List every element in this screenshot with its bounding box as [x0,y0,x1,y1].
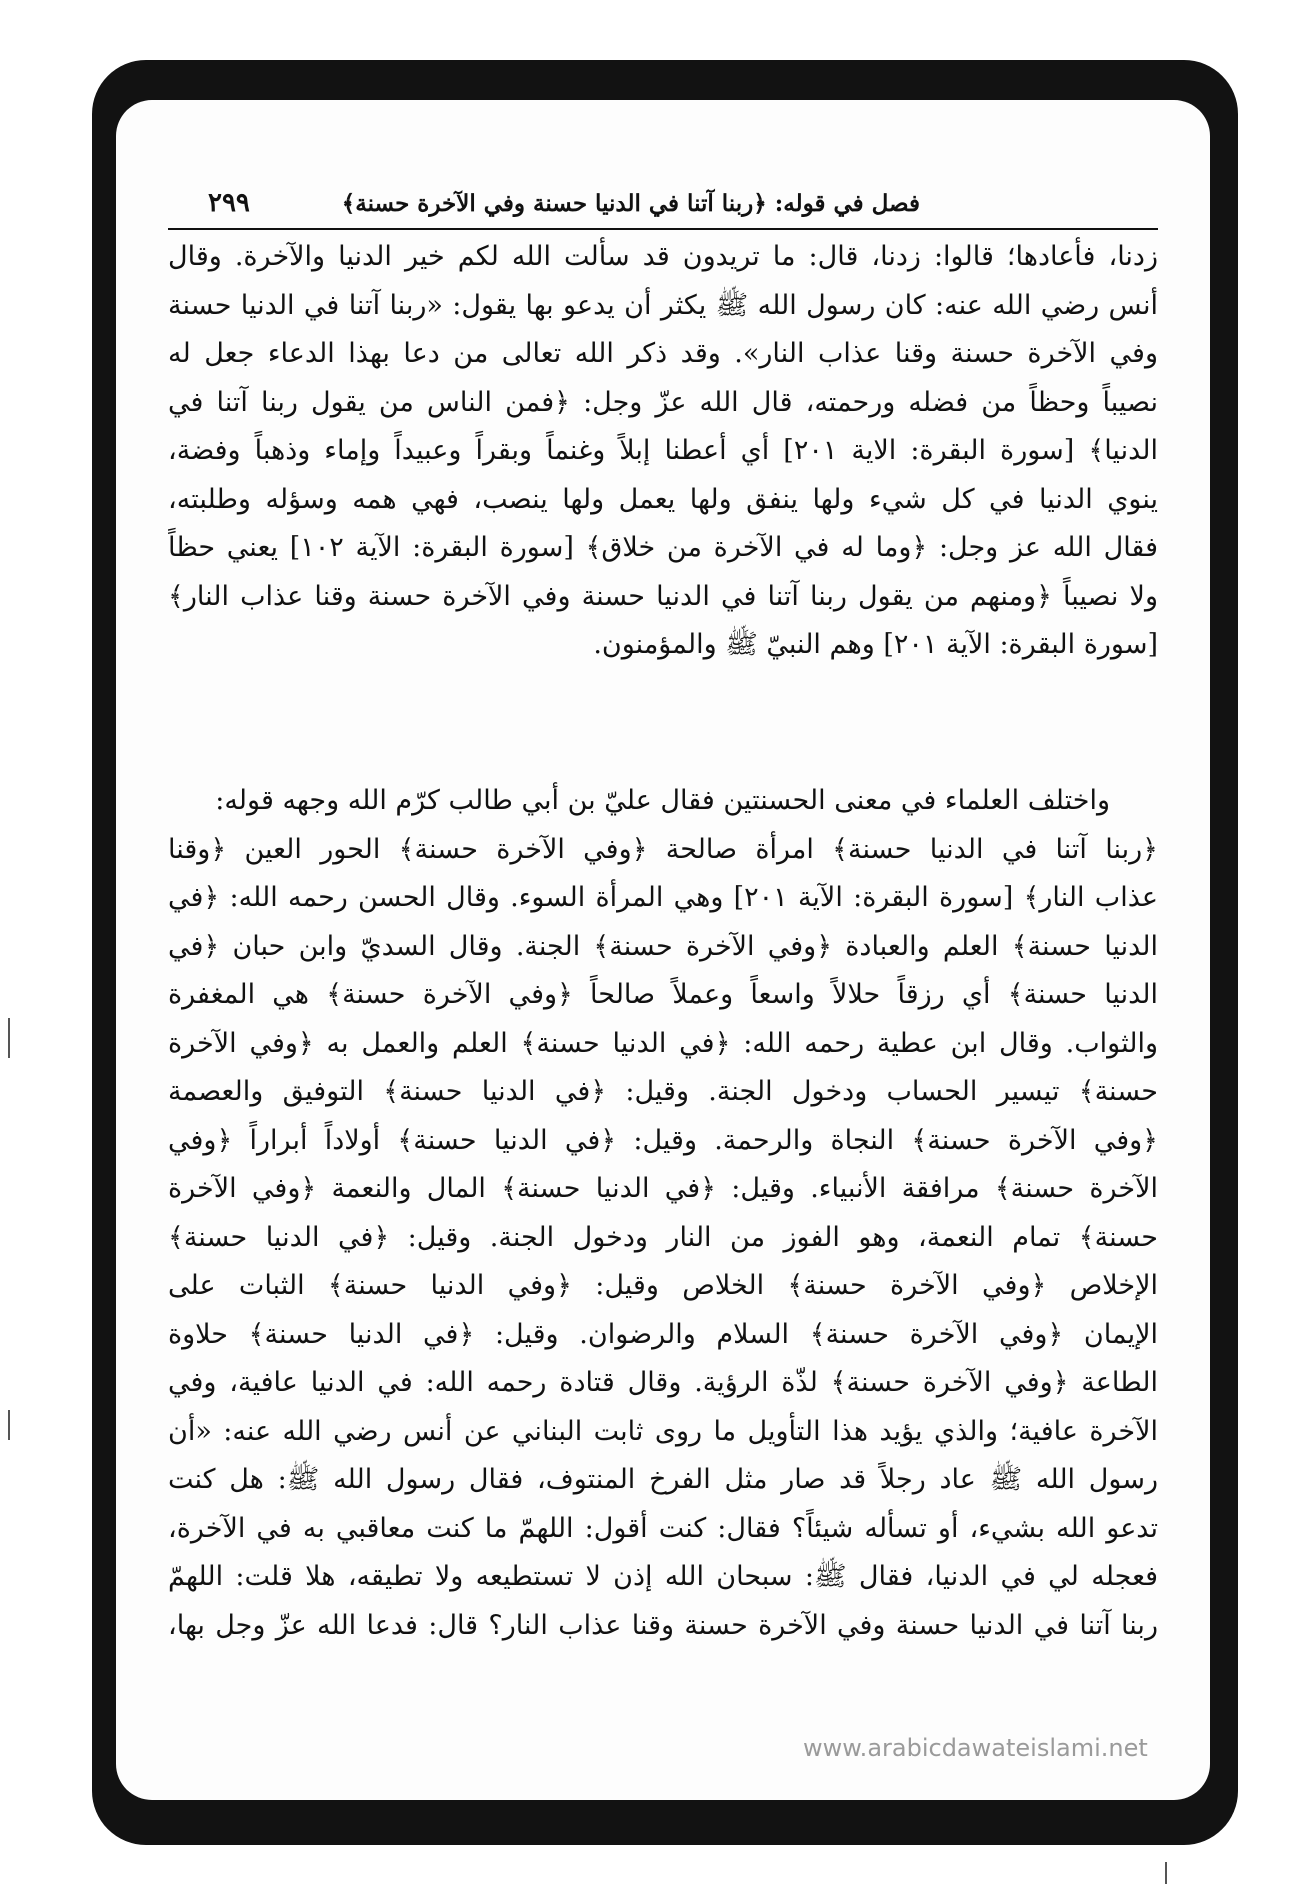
text-line: الدنيا حسنة﴾ أي رزقاً حلالاً واسعاً وعملاً صالحاً ﴿وفي الآخرة حسنة﴾ هي المغفرة [168,979,1158,1010]
text-line: رسول الله ﷺ عاد رجلاً قد صار مثل الفرخ المنتوف، فقال رسول الله ﷺ: هل كنت [168,1464,1158,1495]
text-line: ﴿ربنا آتنا في الدنيا حسنة﴾ امرأة صالحة ﴿وفي الآخرة حسنة﴾ الحور العين ﴿وقنا [168,833,1158,865]
text-line: ينوي الدنيا في كل شيء ولها ينفق ولها يعمل ولها ينصب، فهي همه وسؤله وطلبته، [168,483,1158,515]
paragraph-2 [168,777,1158,1650]
text-line: ﴿وفي الآخرة حسنة﴾ النجاة والرحمة. وقيل: ﴿في الدنيا حسنة﴾ أولاداً أبراراً ﴿وفي [168,1124,1158,1156]
text-line: وفي الآخرة حسنة وقنا عذاب النار». وقد ذكر الله تعالى من دعا بهذا الدعاء جعل له [168,338,1158,369]
text-line: [سورة البقرة: الآية ٢٠١] وهم النبيّ ﷺ والمؤمنون. [593,629,1158,660]
text-line: الدنيا﴾ [سورة البقرة: الاية ٢٠١] أي أعطنا إبلاً وغنماً وبقراً وعبيداً وإماء وذهباً وفضة، [168,435,1158,466]
text-line: الطاعة ﴿وفي الآخرة حسنة﴾ لذّة الرؤية. وقال قتادة رحمه الله: في الدنيا عافية، وفي [168,1367,1158,1398]
text-line: والثواب. وقال ابن عطية رحمه الله: ﴿في الدنيا حسنة﴾ العلم والعمل به ﴿وفي الآخرة [168,1027,1158,1059]
text-line: نصيباً وحظاً من فضله ورحمته، قال الله عزّ وجل: ﴿فمن الناس من يقول ربنا آتنا في [168,386,1158,418]
text-line: الآخرة حسنة﴾ مرافقة الأنبياء. وقيل: ﴿في الدنيا حسنة﴾ المال والنعمة ﴿وفي الآخرة [168,1173,1158,1204]
text-line: واختلف العلماء في معنى الحسنتين فقال عليّ بن أبي طالب كرّم الله وجهه قوله: [215,785,1110,816]
running-title: فصل في قوله: ﴿ربنا آتنا في الدنيا حسنة وفي الآخرة حسنة﴾ [341,190,920,217]
scan-artifact-mark [8,1018,10,1058]
text-line: ولا نصيباً ﴿ومنهم من يقول ربنا آتنا في الدنيا حسنة وفي الآخرة حسنة وقنا عذاب النار﴾ [168,580,1158,612]
page-header [168,186,1158,230]
text-line: أنس رضي الله عنه: كان رسول الله ﷺ يكثر أن يدعو بها يقول: «ربنا آتنا في الدنيا حسنة [168,289,1158,321]
website-watermark: www.arabicdawateislami.net [803,1734,1148,1762]
text-line: الإخلاص ﴿وفي الآخرة حسنة﴾ الخلاص وقيل: ﴿وفي الدنيا حسنة﴾ الثبات على [168,1270,1158,1301]
text-line: حسنة﴾ تيسير الحساب ودخول الجنة. وقيل: ﴿في الدنيا حسنة﴾ التوفيق والعصمة [168,1076,1158,1107]
page-number: ٢٩٩ [208,188,250,218]
text-line: الآخرة عافية؛ والذي يؤيد هذا التأويل ما روى ثابت البناني عن أنس رضي الله عنه: «أن [168,1415,1158,1447]
scan-artifact-mark [1165,1862,1167,1884]
text-line: زدنا، فأعادها؛ قالوا: زدنا، قال: ما تريدون قد سألت الله لكم خير الدنيا والآخرة. وقال [168,241,1158,272]
scan-artifact-mark [8,1410,10,1440]
text-line: ربنا آتنا في الدنيا حسنة وفي الآخرة حسنة وقنا عذاب النار؟ قال: فدعا الله عزّ وجل بها، [168,1609,1158,1641]
text-line: تدعو الله بشيء، أو تسأله شيئاً؟ فقال: كنت أقول: اللهمّ ما كنت معاقبي به في الآخرة، [168,1512,1158,1544]
text-line: الإيمان ﴿وفي الآخرة حسنة﴾ السلام والرضوان. وقيل: ﴿في الدنيا حسنة﴾ حلاوة [168,1318,1158,1350]
text-line: عذاب النار﴾ [سورة البقرة: الآية ٢٠١] وهي المرأة السوء. وقال الحسن رحمه الله: ﴿في [168,882,1158,913]
text-line: فقال الله عز وجل: ﴿وما له في الآخرة من خلاق﴾ [سورة البقرة: الآية ١٠٢] يعني حظاً [168,532,1158,563]
text-line: حسنة﴾ تمام النعمة، وهو الفوز من النار ودخول الجنة. وقيل: ﴿في الدنيا حسنة﴾ [168,1221,1158,1253]
text-line: الدنيا حسنة﴾ العلم والعبادة ﴿وفي الآخرة حسنة﴾ الجنة. وقال السديّ وابن حبان ﴿في [168,930,1158,962]
text-line: فعجله لي في الدنيا، فقال ﷺ: سبحان الله إذن لا تستطيعه ولا تطيقه، هلا قلت: اللهمّ [168,1561,1158,1592]
paragraph-1 [168,233,1158,670]
